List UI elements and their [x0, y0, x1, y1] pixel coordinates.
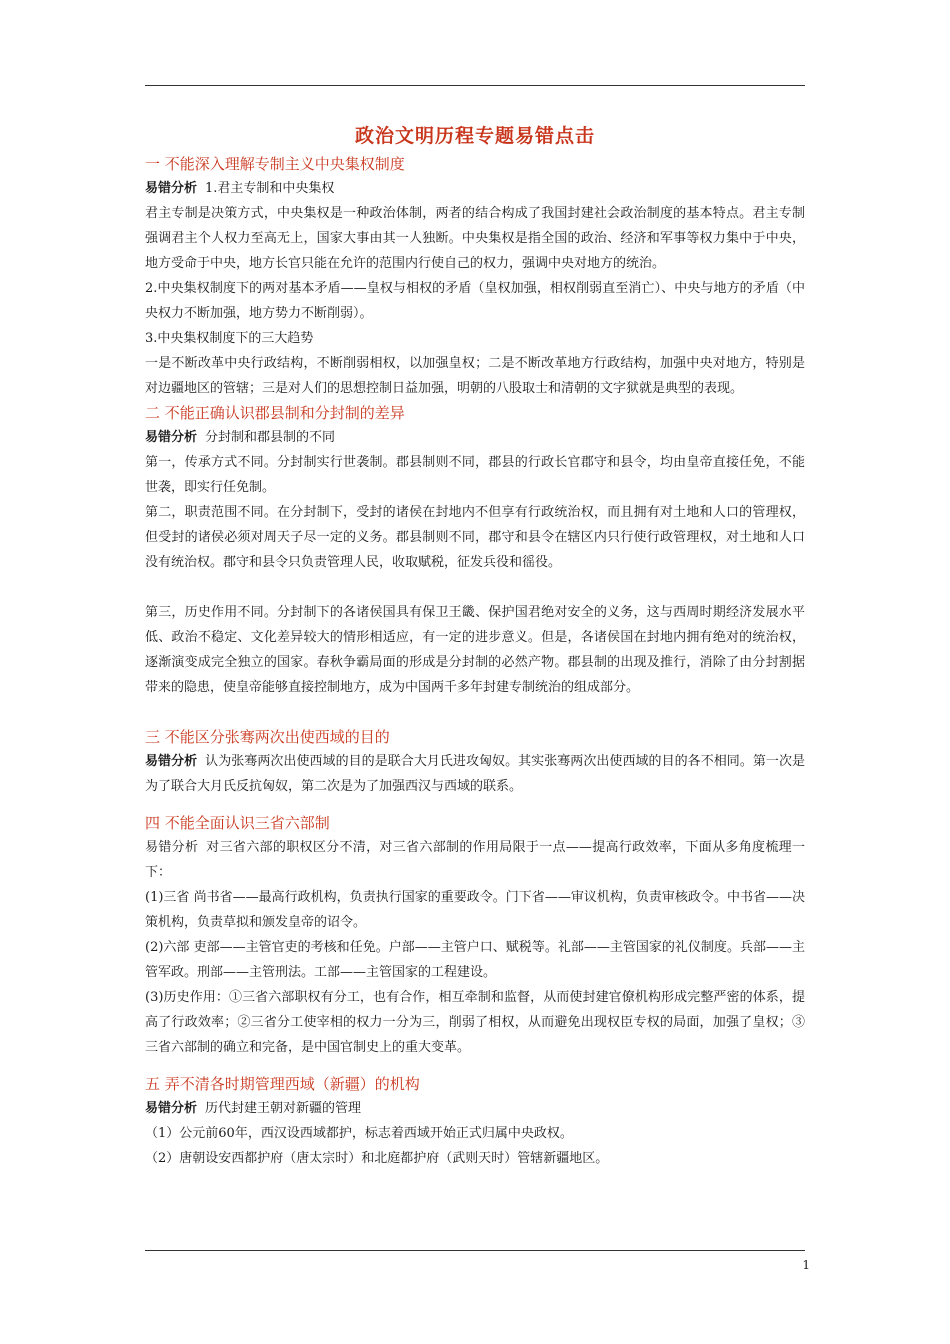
analysis-intro: 历代封建王朝对新疆的管理 — [205, 1101, 362, 1116]
paragraph: 第一，传承方式不同。分封制实行世袭制。郡县制则不同，郡县的行政长官郡守和县令，均由皇帝直接任免，不能世袭，即实行任免制。 — [145, 455, 805, 495]
paragraph: 第三，历史作用不同。分封制下的各诸侯国具有保卫王畿、保护国君绝对安全的义务，这与西周时期经济发展水平低、政治不稳定、文化差异较大的情形相适应，有一定的进步意义。但是，各诸侯国在封地内拥有绝对的统治权，逐渐演变成完全独立的国家。春秋争霸局面的形成是分封制的必然产物。郡县制的出现及推行，消除了由分封割据带来的隐患，使皇帝能够直接控制地方，成为中国两千多年封建专制统治的组成部分。 — [145, 605, 805, 695]
analysis-line — [145, 1096, 805, 1121]
analysis-label: 易错分析 — [145, 840, 199, 855]
paragraph: （1）公元前60年，西汉设西域都护，标志着西域开始正式归属中央政权。 — [145, 1126, 573, 1141]
analysis-label: 易错分析 — [145, 754, 198, 769]
analysis-intro: 对三省六部的职权区分不清，对三省六部制的作用局限于一点——提高行政效率，下面从多角度梳理一下： — [145, 840, 805, 880]
paragraph: (3)历史作用：①三省六部职权有分工，也有合作，相互牵制和监督，从而使封建官僚机构形成完整严密的体系，提高了行政效率；②三省分工使宰相的权力一分为三，削弱了相权，从而避免出现权臣专权的局面，加强了皇权；③三省六部制的确立和完备，是中国官制史上的重大变革。 — [145, 990, 805, 1055]
paragraph: (1)三省 尚书省——最高行政机构，负责执行国家的重要政令。门下省——审议机构，负责审核政令。中书省——决策机构，负责草拟和颁发皇帝的诏令。 — [145, 890, 805, 930]
document-body — [145, 120, 805, 1171]
analysis-label: 易错分析 — [145, 1101, 198, 1116]
header-rule — [145, 85, 805, 86]
page-title: 政治文明历程专题易错点击 — [354, 125, 595, 147]
section-heading: 五 弄不清各时期管理西域（新疆）的机构 — [145, 1075, 420, 1093]
paragraph: (2)六部 吏部——主管官吏的考核和任免。户部——主管户口、赋税等。礼部——主管国家的礼仪制度。兵部——主管军政。刑部——主管刑法。工部——主管国家的工程建设。 — [145, 940, 805, 980]
analysis-intro: 分封制和郡县制的不同 — [205, 430, 336, 445]
analysis-line — [145, 425, 805, 450]
analysis-label: 易错分析 — [145, 430, 198, 445]
analysis-label: 易错分析 — [145, 181, 198, 196]
paragraph: 一是不断改革中央行政结构，不断削弱相权，以加强皇权；二是不断改革地方行政结构，加强中央对地方，特别是对边疆地区的管辖；三是对人们的思想控制日益加强，明朝的八股取士和清朝的文字狱就是典型的表现。 — [145, 356, 805, 396]
paragraph: 2.中央集权制度下的两对基本矛盾——皇权与相权的矛盾（皇权加强，相权削弱直至消亡）、中央与地方的矛盾（中央权力不断加强，地方势力不断削弱）。 — [145, 281, 805, 321]
paragraph: 君主专制是决策方式，中央集权是一种政治体制，两者的结合构成了我国封建社会政治制度的基本特点。君主专制强调君主个人权力至高无上，国家大事由其一人独断。中央集权是指全国的政治、经济和军事等权力集中于中央，地方受命于中央，地方长官只能在允许的范围内行使自己的权力，强调中央对地方的统治。 — [145, 206, 805, 271]
section-heading: 三 不能区分张骞两次出使西域的目的 — [145, 728, 390, 746]
paragraph: （2）唐朝设安西都护府（唐太宗时）和北庭都护府（武则天时）管辖新疆地区。 — [145, 1151, 609, 1166]
paragraph: 第二，职责范围不同。在分封制下，受封的诸侯在封地内不但享有行政统治权，而且拥有对土地和人口的管理权，但受封的诸侯必须对周天子尽一定的义务。郡县制则不同，郡守和县令在辖区内只行使行政管理权，对土地和人口没有统治权。郡守和县令只负责管理人民，收取赋税，征发兵役和徭役。 — [145, 505, 805, 570]
section-heading: 一 不能深入理解专制主义中央集权制度 — [145, 155, 405, 173]
footer-rule — [145, 1250, 805, 1251]
analysis-line — [145, 749, 805, 799]
section-heading: 四 不能全面认识三省六部制 — [145, 814, 330, 832]
paragraph: 3.中央集权制度下的三大趋势 — [145, 331, 314, 346]
analysis-intro: 1.君主专制和中央集权 — [205, 181, 335, 196]
analysis-line — [145, 176, 805, 201]
analysis-line — [145, 835, 805, 885]
page-number: 1 — [802, 1258, 810, 1272]
section-heading: 二 不能正确认识郡县制和分封制的差异 — [145, 404, 405, 422]
analysis-intro: 认为张骞两次出使西域的目的是联合大月氏进攻匈奴。其实张骞两次出使西域的目的各不相同。第一次是为了联合大月氏反抗匈奴，第二次是为了加强西汉与西域的联系。 — [145, 754, 805, 794]
